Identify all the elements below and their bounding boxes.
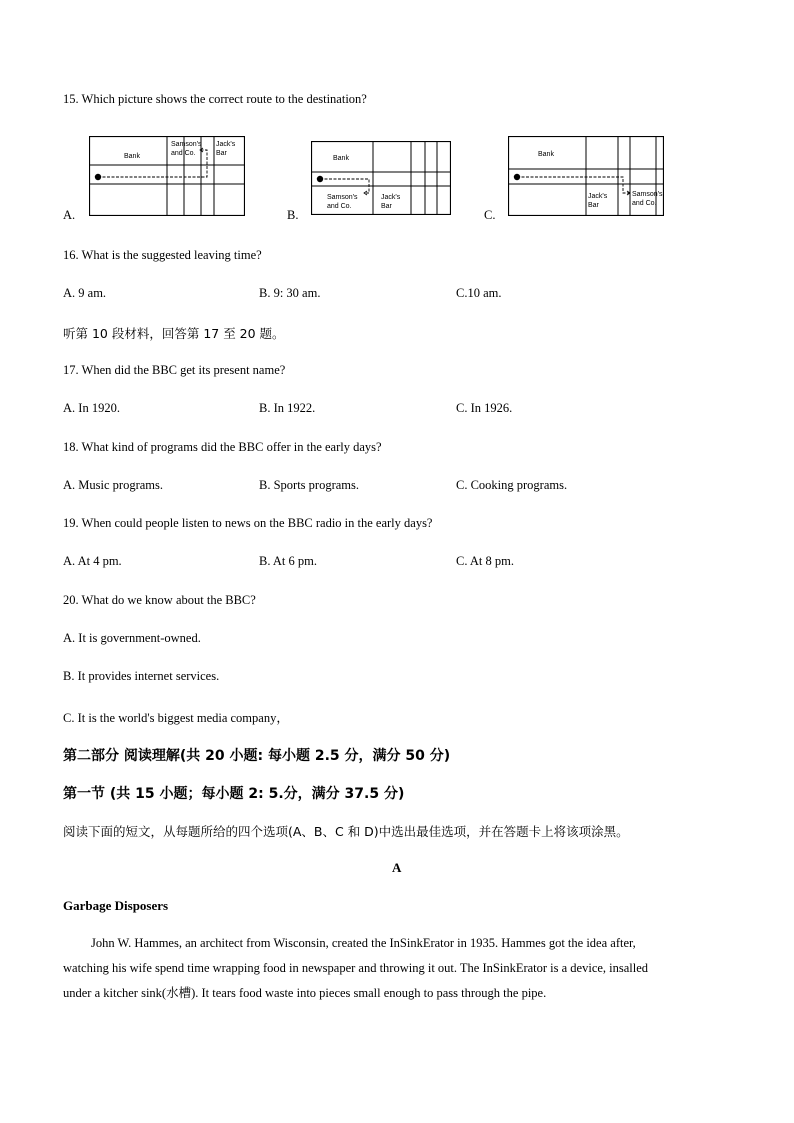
map-b-jacks-label-2: Bar xyxy=(381,203,392,210)
q20-option-b[interactable]: B. It provides internet services. xyxy=(63,669,220,683)
q19-option-a[interactable]: A. At 4 pm. xyxy=(63,554,122,568)
map-a-jacks-label-2: Bar xyxy=(216,150,227,157)
map-b-samsons-label: Samson's xyxy=(327,194,358,201)
section-10-instruction: 听第 10 段材料，回答第 17 至 20 题。 xyxy=(63,326,285,341)
route-map-c xyxy=(508,136,664,216)
map-b-samsons-label-2: and Co. xyxy=(327,203,352,210)
option-b-letter: B. xyxy=(287,208,299,222)
q17-option-a[interactable]: A. In 1920. xyxy=(63,401,120,415)
question-19: 19. When could people listen to news on the BBC radio in the early days? xyxy=(63,516,433,530)
passage-letter: A xyxy=(392,860,402,875)
q19-option-c[interactable]: C. At 8 pm. xyxy=(456,554,514,568)
part-2-heading: 第二部分 阅读理解(共 20 小题: 每小题 2.5 分，满分 50 分) xyxy=(63,748,451,764)
q16-option-a[interactable]: A. 9 am. xyxy=(63,286,107,300)
map-b-bank-label: Bank xyxy=(333,155,349,162)
q17-option-b[interactable]: B. In 1922. xyxy=(259,401,316,415)
q19-option-b[interactable]: B. At 6 pm. xyxy=(259,554,317,568)
q18-option-a[interactable]: A. Music programs. xyxy=(63,478,163,492)
q18-option-b[interactable]: B. Sports programs. xyxy=(259,478,359,492)
passage-line-3: under a kitcher sink(水槽). It tears food waste into pieces small enough to pass through the pipe. xyxy=(63,986,547,1000)
reading-instruction: 阅读下面的短文，从每题所给的四个选项(A、B、C 和 D)中选出最佳选项，并在答题卡上将该项涂黑。 xyxy=(63,824,629,839)
map-c-bank-label: Bank xyxy=(538,151,554,158)
q16-option-c[interactable]: C.10 am. xyxy=(456,286,502,300)
passage-paragraph xyxy=(63,931,731,1006)
passage-title: Garbage Disposers xyxy=(63,898,169,913)
question-18: 18. What kind of programs did the BBC offer in the early days? xyxy=(63,440,382,454)
section-1-heading: 第一节 (共 15 小题；每小题 2: 5.分，满分 37.5 分) xyxy=(63,786,405,802)
q16-option-b[interactable]: B. 9: 30 am. xyxy=(259,286,321,300)
map-c-samsons-label: Samson's xyxy=(632,191,663,198)
map-c-samsons-label-2: and Co. xyxy=(632,200,657,207)
q20-option-a[interactable]: A. It is government-owned. xyxy=(63,631,201,645)
question-16: 16. What is the suggested leaving time? xyxy=(63,248,262,262)
passage-line-1: John W. Hammes, an architect from Wisconsin, created the InSinkErator in 1935. Hammes got the idea after, xyxy=(91,936,636,950)
question-17: 17. When did the BBC get its present name? xyxy=(63,363,286,377)
q17-option-c[interactable]: C. In 1926. xyxy=(456,401,513,415)
map-a-samsons-label-2: and Co. xyxy=(171,150,196,157)
question-15: 15. Which picture shows the correct route to the destination? xyxy=(63,92,367,106)
map-c-jacks-label-2: Bar xyxy=(588,202,599,209)
q18-option-c[interactable]: C. Cooking programs. xyxy=(456,478,568,492)
passage-line-2: watching his wife spend time wrapping food in newspaper and throwing it out. The InSinkErator is a device, insalled xyxy=(63,961,649,975)
map-c-jacks-label: Jack's xyxy=(588,193,608,200)
option-c-letter: C. xyxy=(484,208,496,222)
option-a-letter: A. xyxy=(63,208,76,222)
q20-option-c[interactable]: C. It is the world's biggest media company， xyxy=(63,711,289,725)
route-map-b xyxy=(311,141,451,215)
map-b-jacks-label: Jack's xyxy=(381,194,401,201)
question-20: 20. What do we know about the BBC? xyxy=(63,593,256,607)
map-a-bank-label: Bank xyxy=(124,153,140,160)
map-a-jacks-label: Jack's xyxy=(216,141,236,148)
route-map-a xyxy=(89,136,245,216)
map-a-samsons-label: Samson's xyxy=(171,141,202,148)
